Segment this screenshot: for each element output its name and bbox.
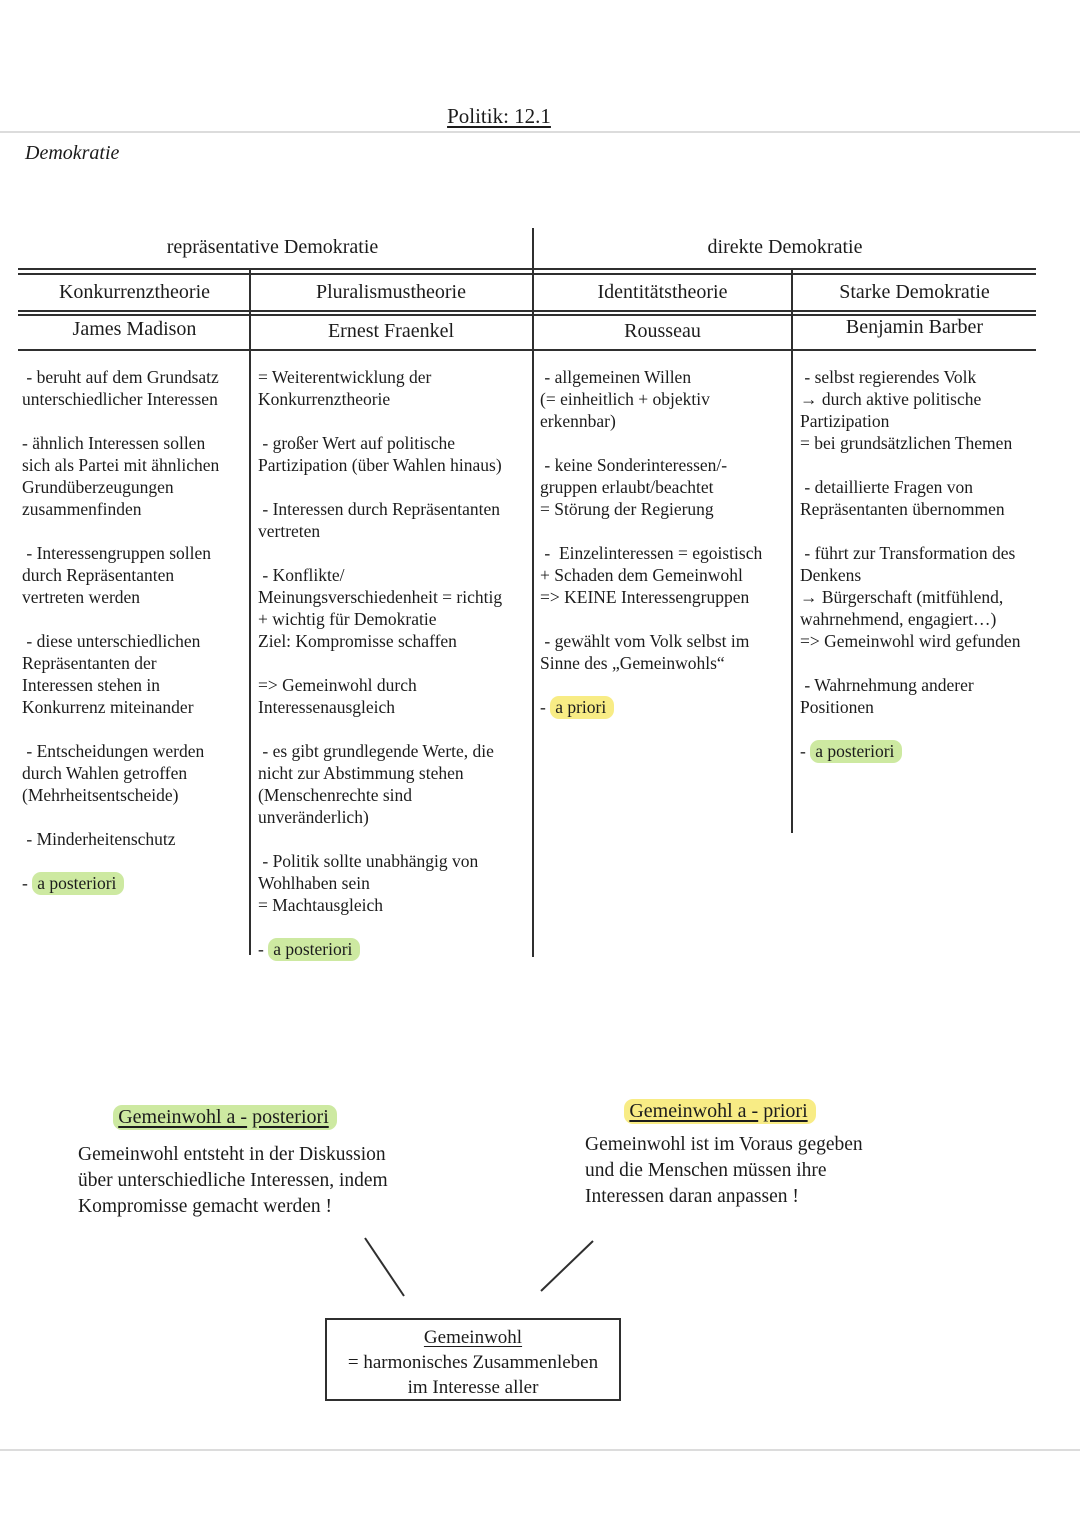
text-line: - a posteriori	[258, 938, 530, 960]
box-text	[327, 1350, 619, 1400]
text-line: - ähnlich Interessen sollen	[22, 433, 206, 453]
text-line: und die Menschen müssen ihre	[585, 1160, 827, 1181]
text-line: Partizipation (über Wahlen hinaus)	[258, 455, 502, 475]
text-line: (Mehrheitsentscheide)	[22, 785, 179, 805]
highlight-marker: a posteriori	[32, 872, 124, 895]
text-line: - Politik sollte unabhängig von	[258, 851, 479, 871]
page-title: Politik: 12.1	[447, 104, 551, 128]
highlight-marker: Gemeinwohl a - posteriori	[113, 1105, 337, 1130]
author-cell-ernest-fraenkel: Ernest Fraenkel	[327, 320, 455, 342]
connector-line-left	[365, 1238, 404, 1296]
text-line: - keine Sonderinteressen/-	[540, 455, 728, 475]
text-line: - Wahrnehmung anderer	[800, 675, 974, 695]
text-line: - großer Wert auf politische	[258, 433, 456, 453]
text-line: im Interesse aller	[407, 1377, 539, 1398]
text-line: (= einheitlich + objektiv	[540, 389, 710, 409]
text-line: Positionen	[800, 697, 874, 717]
text-line: - Interessengruppen sollen	[22, 543, 212, 563]
text-line: Kompromisse gemacht werden !	[78, 1196, 332, 1217]
group-header-direct: direkte Demokratie	[707, 236, 863, 258]
text-line: Meinungsverschiedenheit = richtig	[258, 587, 503, 607]
text-line: Wohlhaben sein	[258, 873, 370, 893]
text-line: => KEINE Interessengruppen	[540, 587, 750, 607]
text-line: Repräsentanten übernommen	[800, 499, 1005, 519]
text-line: Repräsentanten der	[22, 653, 157, 673]
group-header-representative: repräsentative Demokratie	[166, 236, 379, 258]
text-line: vertreten werden	[22, 587, 141, 607]
text-line: - Entscheidungen werden	[22, 741, 205, 761]
text-line: unterschiedlicher Interessen	[22, 389, 218, 409]
text-line: wahrnehmend, engagiert…)	[800, 609, 997, 629]
theory-cell-konkurrenztheorie: Konkurrenztheorie	[58, 281, 211, 303]
text-line: - gewählt vom Volk selbst im	[540, 631, 750, 651]
text-line: = harmonisches Zusammenleben	[347, 1352, 599, 1373]
text-line: → durch aktive politische	[800, 389, 982, 409]
text-line: erkennbar)	[540, 411, 616, 431]
text-line: durch Wahlen getroffen	[22, 763, 188, 783]
text-line: - allgemeinen Willen	[540, 367, 692, 387]
text-line: Interessenausgleich	[258, 697, 396, 717]
text-line: - selbst regierendes Volk	[800, 367, 977, 387]
highlight-marker: Gemeinwohl a - priori	[624, 1099, 815, 1124]
text-line: Grundüberzeugungen	[22, 477, 174, 497]
text-line: Partizipation	[800, 411, 890, 431]
text-line: zusammenfinden	[22, 499, 142, 519]
text-line: - diese unterschiedlichen	[22, 631, 201, 651]
text-line: → Bürgerschaft (mitfühlend,	[800, 587, 1004, 607]
text-line: - Einzelinteressen = egoistisch	[540, 543, 763, 563]
text-line: Gemeinwohl ist im Voraus gegeben	[585, 1134, 863, 1155]
text-line: - Interessen durch Repräsentanten	[258, 499, 500, 519]
text-line: - beruht auf dem Grundsatz	[22, 367, 219, 387]
highlight-marker: a priori	[550, 696, 614, 719]
text-line: nicht zur Abstimmung stehen	[258, 763, 464, 783]
text-line: gruppen erlaubt/beachtet	[540, 477, 714, 497]
text-line: (Menschenrechte sind	[258, 785, 413, 805]
connector-line-right	[541, 1241, 593, 1291]
text-line: - führt zur Transformation des	[800, 543, 1016, 563]
text-line: Sinne des „Gemeinwohls“	[540, 653, 725, 673]
text-line: unveränderlich)	[258, 807, 369, 827]
text-line: vertreten	[258, 521, 321, 541]
text-line: sich als Partei mit ähnlichen	[22, 455, 220, 475]
text-line: Gemeinwohl entsteht in der Diskussion	[78, 1144, 386, 1165]
text-line: = bei grundsätzlichen Themen	[800, 433, 1013, 453]
text-line: durch Repräsentanten	[22, 565, 175, 585]
text-line: Konkurrenz miteinander	[22, 697, 194, 717]
text-line: Denkens	[800, 565, 862, 585]
text-line: => Gemeinwohl wird gefunden	[800, 631, 1021, 651]
text-line: Ziel: Kompromisse schaffen	[258, 631, 457, 651]
text-line: Interessen daran anpassen !	[585, 1186, 799, 1207]
text-line: + wichtig für Demokratie	[258, 609, 437, 629]
text-line: = Machtausgleich	[258, 895, 384, 915]
text-line: - detaillierte Fragen von	[800, 477, 973, 497]
theory-cell-identitaetstheorie: Identitätstheorie	[597, 281, 728, 303]
text-line: über unterschiedliche Interessen, indem	[78, 1170, 388, 1191]
text-line: - a priori	[540, 696, 790, 718]
text-line: - a posteriori	[800, 740, 1038, 762]
text-line: Interessen stehen in	[22, 675, 161, 695]
text-line: - a posteriori	[22, 872, 246, 894]
highlight-marker: a posteriori	[810, 740, 902, 763]
text-line: - es gibt grundlegende Werte, die	[258, 741, 494, 761]
page-subtitle: Demokratie	[25, 142, 120, 164]
text-line: = Störung der Regierung	[540, 499, 714, 519]
theory-cell-starke-demokratie: Starke Demokratie	[839, 281, 990, 303]
highlight-marker: a posteriori	[268, 938, 360, 961]
author-cell-rousseau: Rousseau	[624, 320, 701, 342]
text-line: => Gemeinwohl durch	[258, 675, 417, 695]
text-line: Konkurrenztheorie	[258, 389, 391, 409]
text-line: - Konflikte/	[258, 565, 345, 585]
text-line: - Minderheitenschutz	[22, 829, 176, 849]
gemeinwohl-box	[325, 1318, 621, 1401]
theory-cell-pluralismustheorie: Pluralismustheorie	[316, 281, 466, 303]
text-line: = Weiterentwicklung der	[258, 367, 432, 387]
text-line: + Schaden dem Gemeinwohl	[540, 565, 743, 585]
box-title: Gemeinwohl	[423, 1327, 523, 1348]
author-cell-benjamin-barber: Benjamin Barber	[845, 316, 984, 338]
author-cell-james-madison: James Madison	[72, 318, 197, 340]
